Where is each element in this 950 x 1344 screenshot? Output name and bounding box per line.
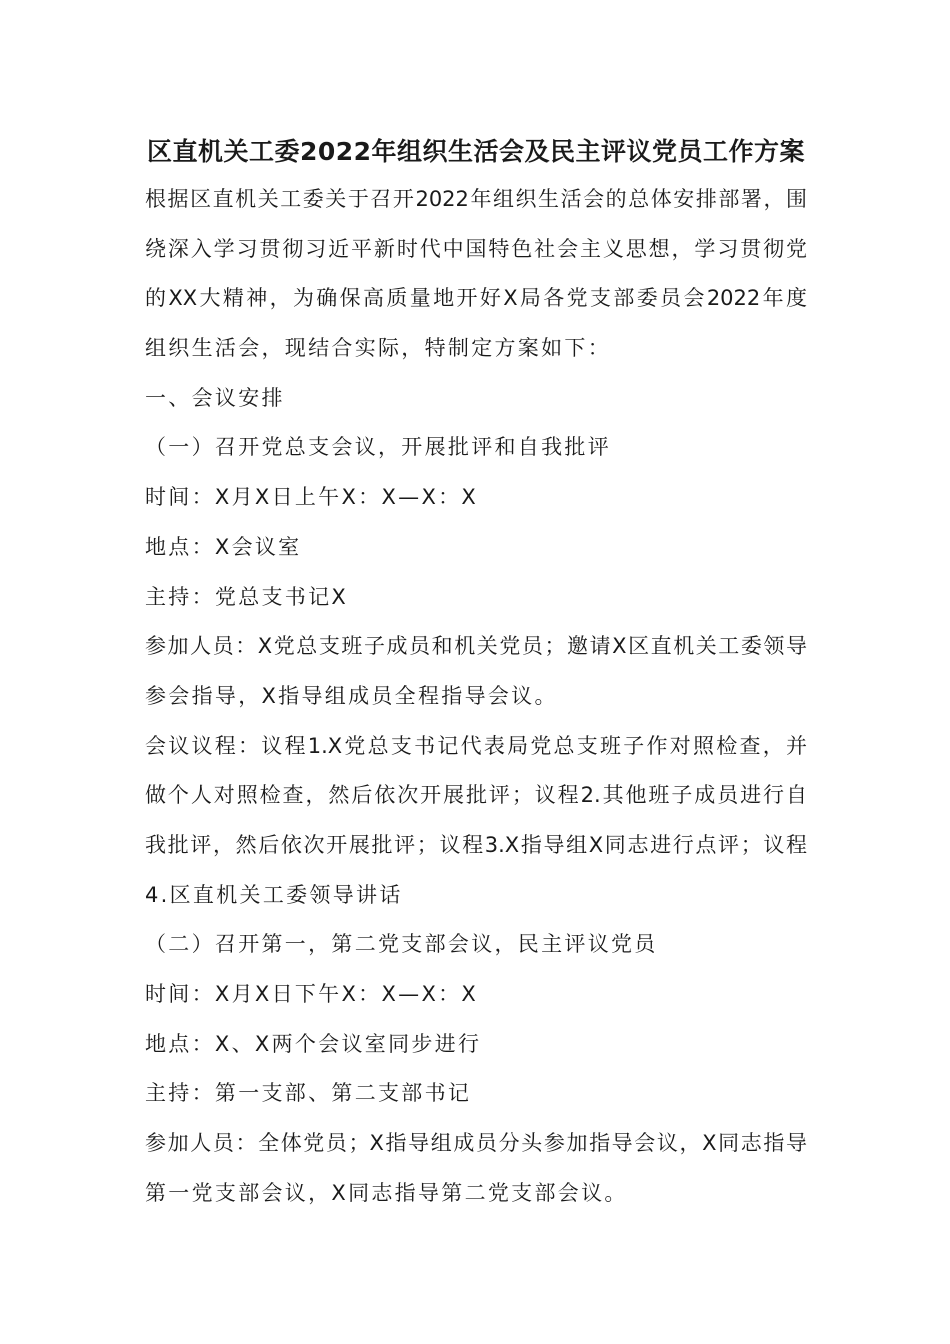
meeting-participants: 参加人员：全体党员；X指导组成员分头参加指导会议，X同志指导 xyxy=(145,1131,807,1156)
meeting-place: 地点：X、X两个会议室同步进行 xyxy=(145,1031,482,1056)
meeting-agenda: 我批评，然后依次开展批评；议程3.X指导组X同志进行点评；议程 xyxy=(145,832,807,857)
meeting-agenda: 做个人对照检查，然后依次开展批评；议程2.其他班子成员进行自 xyxy=(145,783,807,808)
document-title: 区直机关工委2022年组织生活会及民主评议党员工作方案 xyxy=(146,137,806,166)
meeting-participants: 参会指导，X指导组成员全程指导会议。 xyxy=(145,683,558,708)
meeting-time: 时间：X月X日上午X：X—X：X xyxy=(145,485,479,510)
meeting-time: 时间：X月X日下午X：X—X：X xyxy=(145,982,479,1006)
intro-line: 组织生活会，现结合实际，特制定方案如下： xyxy=(145,336,611,361)
meeting-participants: 第一党支部会议，X同志指导第二党支部会议。 xyxy=(145,1180,628,1205)
intro-line: 的XX大精神，为确保高质量地开好X局各党支部委员会2022年度 xyxy=(145,286,807,311)
meeting-agenda: 4.区直机关工委领导讲话 xyxy=(145,882,403,907)
meeting-participants: 参加人员：X党总支班子成员和机关党员；邀请X区直机关工委领导 xyxy=(145,634,807,659)
intro-line: 根据区直机关工委关于召开2022年组织生活会的总体安排部署，围 xyxy=(145,187,807,211)
meeting-host: 主持：党总支书记X xyxy=(145,584,349,609)
meeting-host: 主持：第一支部、第二支部书记 xyxy=(145,1081,472,1106)
document-body xyxy=(145,175,807,1218)
intro-line: 绕深入学习贯彻习近平新时代中国特色社会主义思想，学习贯彻党 xyxy=(145,236,807,261)
section-heading: 一、会议安排 xyxy=(145,385,285,410)
meeting-place: 地点：X会议室 xyxy=(145,534,302,559)
subsection-heading: （二）召开第一，第二党支部会议，民主评议党员 xyxy=(145,932,658,957)
meeting-agenda: 会议议程：议程1.X党总支书记代表局党总支班子作对照检查，并 xyxy=(145,733,807,758)
subsection-heading: （一）召开党总支会议，开展批评和自我批评 xyxy=(145,435,611,460)
